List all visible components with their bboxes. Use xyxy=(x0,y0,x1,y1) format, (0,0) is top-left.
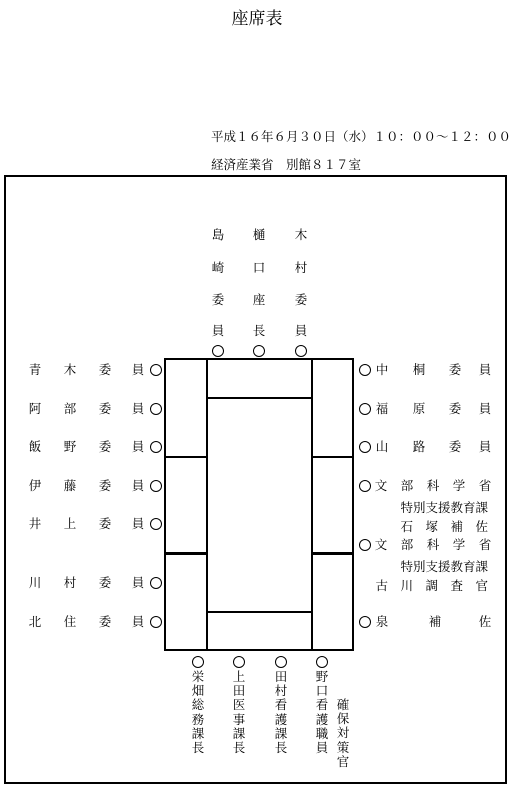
seat-name-char: 藤 xyxy=(63,478,77,493)
seat-circle xyxy=(233,656,245,668)
seat-name-char: 木 xyxy=(63,362,77,377)
seat-name-char: 飯 xyxy=(28,439,42,454)
seat-name-char: 島 xyxy=(211,227,225,242)
seat-affiliation: 特別支援教育課 xyxy=(400,500,488,515)
seat-name-char: 泉 xyxy=(375,614,389,629)
seat-circle xyxy=(295,345,307,357)
seat-name-char: 原 xyxy=(412,401,426,416)
seat-name-char: 委 xyxy=(98,362,112,377)
seat-name-char: 座 xyxy=(252,292,266,307)
bottom-seat-name: 上田医事課長 xyxy=(232,669,246,756)
seat-name-char: 文 xyxy=(374,478,388,493)
seat-name-char: 委 xyxy=(294,292,308,307)
seat-name: 石 塚 補 佐 xyxy=(400,519,488,534)
seat-name-char: 村 xyxy=(294,260,308,275)
seat-circle xyxy=(275,656,287,668)
seat-name-char: 学 xyxy=(452,537,466,552)
seat-name-char: 委 xyxy=(98,575,112,590)
seat-name-char: 佐 xyxy=(478,614,492,629)
seat-circle xyxy=(253,345,265,357)
top-seat xyxy=(249,228,269,338)
seat-circle xyxy=(150,364,162,376)
seat-name-char: 福 xyxy=(375,401,389,416)
seat-name-char: 員 xyxy=(294,323,308,338)
seat-name-char: 木 xyxy=(294,227,308,242)
meeting-datetime: 平成１６年６月３０日（水）１０：００～１２：００ xyxy=(211,129,512,144)
table-divider xyxy=(206,397,313,399)
seat-name-char: 野 xyxy=(63,439,77,454)
table-divider xyxy=(206,358,208,651)
seat-name-char: 委 xyxy=(448,401,462,416)
seat-name-char: 青 xyxy=(28,362,42,377)
seat-name-char: 文 xyxy=(374,537,388,552)
table-divider xyxy=(206,611,313,613)
seat-name-char: 委 xyxy=(448,439,462,454)
seat-name: 古 川 調 査 官 xyxy=(375,578,488,593)
seat-name-char: 科 xyxy=(426,537,440,552)
seat-name-char: 員 xyxy=(478,439,492,454)
meeting-location: 経済産業省 別館８１７室 xyxy=(211,157,362,172)
seat-name-char: 口 xyxy=(252,260,266,275)
seat-name-char: 員 xyxy=(131,575,145,590)
seat-name-char: 住 xyxy=(63,614,77,629)
seat-name-char: 員 xyxy=(478,401,492,416)
seat-name-char: 山 xyxy=(375,439,389,454)
seat-name-char: 川 xyxy=(28,575,42,590)
seat-circle xyxy=(359,364,371,376)
seat-name-char: 補 xyxy=(428,614,442,629)
seat-name-char: 委 xyxy=(211,292,225,307)
bottom-seat-name: 田村看護課長 xyxy=(274,669,288,756)
seat-name-char: 委 xyxy=(448,362,462,377)
table-divider xyxy=(164,456,208,458)
seat-name-char: 部 xyxy=(400,537,414,552)
seat-name-char: 路 xyxy=(412,439,426,454)
seat-circle xyxy=(359,539,371,551)
seat-circle xyxy=(359,441,371,453)
seat-circle xyxy=(316,656,328,668)
seat-circle xyxy=(150,480,162,492)
seat-name-char: 中 xyxy=(375,362,389,377)
seat-affiliation: 特別支援教育課 xyxy=(400,559,488,574)
seat-circle xyxy=(212,345,224,357)
seat-name-char: 委 xyxy=(98,401,112,416)
seat-name-char: 委 xyxy=(98,478,112,493)
table-divider xyxy=(311,358,313,651)
seat-circle xyxy=(150,616,162,628)
seat-name-char: 科 xyxy=(426,478,440,493)
seat-name-char: 員 xyxy=(131,478,145,493)
table-divider xyxy=(311,552,354,555)
seat-name-char: 井 xyxy=(28,516,42,531)
seat-name-char: 北 xyxy=(28,614,42,629)
seat-name-char: 長 xyxy=(252,323,266,338)
seat-circle xyxy=(359,480,371,492)
seat-name-char: 省 xyxy=(478,537,492,552)
seat-name-char: 員 xyxy=(131,362,145,377)
top-seat xyxy=(291,228,311,338)
seat-circle xyxy=(150,518,162,530)
seat-circle xyxy=(150,441,162,453)
seat-name-char: 阿 xyxy=(28,401,42,416)
bottom-seat-name: 確保対策官 xyxy=(336,697,350,769)
seat-name-char: 委 xyxy=(98,516,112,531)
seat-name-char: 伊 xyxy=(28,478,42,493)
seat-name-char: 委 xyxy=(98,614,112,629)
seat-name-char: 学 xyxy=(452,478,466,493)
seat-name-char: 員 xyxy=(211,323,225,338)
table-divider xyxy=(164,552,208,555)
seat-name-char: 部 xyxy=(400,478,414,493)
seat-name-char: 員 xyxy=(131,516,145,531)
table-divider xyxy=(311,456,354,458)
bottom-seat-name: 野口看護職員 xyxy=(315,669,329,756)
seat-name-char: 崎 xyxy=(211,260,225,275)
page-title: 座席表 xyxy=(231,9,283,29)
seat-name-char: 樋 xyxy=(252,227,266,242)
conference-table xyxy=(164,358,354,651)
seat-circle xyxy=(150,577,162,589)
seat-name-char: 省 xyxy=(478,478,492,493)
seat-name-char: 委 xyxy=(98,439,112,454)
seat-name-char: 上 xyxy=(63,516,77,531)
seat-name-char: 桐 xyxy=(412,362,426,377)
bottom-seat-name: 栄畑総務課長 xyxy=(191,669,205,756)
seat-name-char: 員 xyxy=(131,439,145,454)
seat-circle xyxy=(192,656,204,668)
seat-circle xyxy=(359,616,371,628)
seat-circle xyxy=(359,403,371,415)
seat-name-char: 員 xyxy=(478,362,492,377)
seat-circle xyxy=(150,403,162,415)
seat-name-char: 村 xyxy=(63,575,77,590)
seat-name-char: 部 xyxy=(63,401,77,416)
seat-name-char: 員 xyxy=(131,614,145,629)
seat-name-char: 員 xyxy=(131,401,145,416)
top-seat xyxy=(208,228,228,338)
